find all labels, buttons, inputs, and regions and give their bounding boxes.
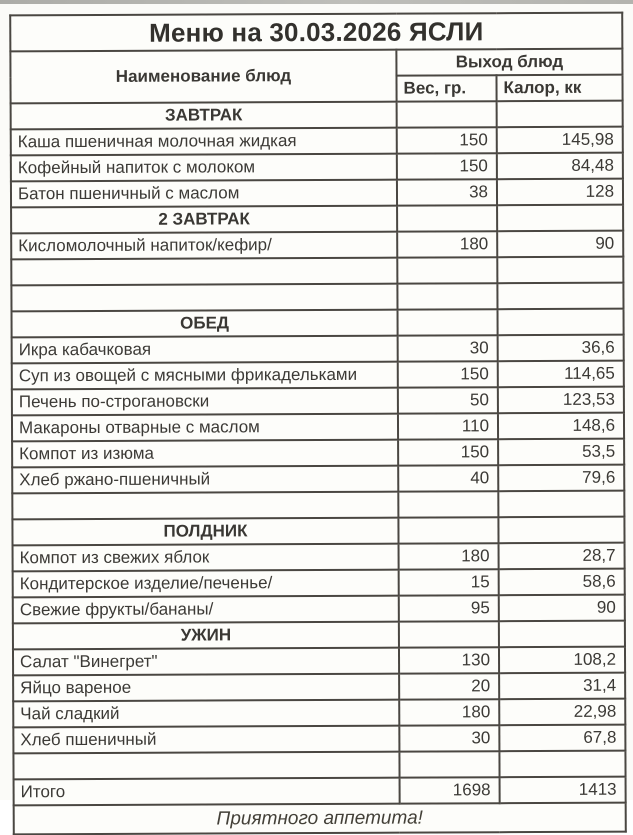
dish-row	[11, 153, 623, 182]
weight-cell: 180	[399, 699, 499, 725]
calories-cell	[497, 101, 623, 128]
calories-cell	[498, 491, 624, 518]
calories-column-header: Калор, кк	[496, 75, 622, 102]
dish-row	[12, 439, 624, 468]
dish-name-cell: Кофейный напиток с молоком	[11, 154, 397, 182]
calories-cell: 79,6	[498, 465, 624, 492]
weight-cell: 180	[399, 543, 499, 569]
weight-cell: 15	[399, 569, 499, 595]
dish-name-cell: Макароны отварные с маслом	[12, 414, 398, 442]
calories-cell: 22,98	[499, 699, 625, 726]
header-row-top	[10, 49, 622, 78]
weight-cell: 95	[399, 595, 499, 621]
calories-cell	[498, 309, 624, 336]
dish-row	[13, 595, 625, 624]
weight-cell: 150	[398, 439, 498, 465]
weight-cell: 50	[398, 387, 498, 413]
calories-cell	[497, 283, 623, 310]
menu-table	[9, 12, 627, 835]
dish-name-cell	[11, 258, 397, 286]
calories-cell	[499, 621, 625, 648]
dish-name-cell: Икра кабачковая	[12, 336, 398, 364]
output-column-header: Выход блюд	[396, 49, 622, 76]
dish-name-cell: Печень по-строгановски	[12, 388, 398, 416]
dish-row	[11, 179, 623, 208]
weight-cell: 30	[399, 725, 499, 751]
weight-cell: 130	[399, 647, 499, 673]
menu-table-wrapper	[9, 12, 625, 835]
empty-row	[13, 751, 625, 780]
calories-cell: 123,53	[498, 387, 624, 414]
weight-column-header: Вес, гр.	[396, 75, 496, 101]
empty-row	[11, 257, 623, 286]
weight-cell: 150	[398, 361, 498, 387]
calories-cell: 108,2	[499, 647, 625, 674]
dish-name-cell: Каша пшеничная молочная жидкая	[11, 128, 397, 156]
weight-cell	[398, 517, 498, 543]
section-row	[11, 205, 623, 234]
dish-name-cell	[13, 752, 399, 780]
weight-cell: 180	[397, 231, 497, 257]
calories-cell: 145,98	[497, 127, 623, 154]
weight-cell: 38	[397, 179, 497, 205]
dish-name-cell: Компот из свежих яблок	[13, 544, 399, 572]
calories-cell: 84,48	[497, 153, 623, 180]
dish-name-cell: Хлеб ржано-пшеничный	[12, 466, 398, 494]
section-name-cell: ЗАВТРАК	[11, 102, 397, 130]
dish-row	[13, 543, 625, 572]
calories-cell	[497, 257, 623, 284]
total-row	[14, 777, 626, 806]
menu-title: Меню на 30.03.2026 ЯСЛИ	[10, 13, 622, 52]
weight-cell: 1698	[400, 777, 500, 803]
section-row	[12, 517, 624, 546]
section-row	[13, 621, 625, 650]
dish-row	[13, 673, 625, 702]
calories-cell: 128	[497, 179, 623, 206]
dish-row	[13, 647, 625, 676]
weight-cell	[399, 751, 499, 777]
section-name-cell: ПОЛДНИК	[12, 518, 398, 546]
section-row	[12, 309, 624, 338]
weight-cell	[399, 621, 499, 647]
scan-artifact-band	[0, 0, 633, 4]
section-row	[11, 101, 623, 130]
title-row	[10, 13, 622, 52]
dish-row	[11, 231, 623, 260]
footer-note: Приятного аппетита!	[14, 803, 626, 835]
empty-row	[11, 283, 623, 312]
section-name-cell: ОБЕД	[12, 310, 398, 338]
weight-cell	[397, 101, 497, 127]
weight-cell: 40	[398, 465, 498, 491]
dish-row	[12, 465, 624, 494]
dish-name-cell: Кондитерское изделие/печенье/	[13, 570, 399, 598]
calories-cell	[499, 751, 625, 778]
dish-name-cell: Свежие фрукты/бананы/	[13, 596, 399, 624]
calories-cell: 58,6	[499, 569, 625, 596]
weight-cell: 150	[397, 153, 497, 179]
footer-row	[14, 803, 626, 835]
dish-name-cell: Яйцо вареное	[13, 674, 399, 702]
dish-row	[13, 569, 625, 598]
calories-cell	[498, 517, 624, 544]
weight-cell	[397, 205, 497, 231]
dish-name-cell	[11, 284, 397, 312]
dish-name-cell: Хлеб пшеничный	[13, 726, 399, 754]
dish-name-cell: Чай сладкий	[13, 700, 399, 728]
calories-cell: 67,8	[499, 725, 625, 752]
weight-cell: 30	[398, 335, 498, 361]
dish-name-cell: Батон пшеничный с маслом	[11, 180, 397, 208]
dish-row	[13, 699, 625, 728]
calories-cell	[497, 205, 623, 232]
section-name-cell: 2 ЗАВТРАК	[11, 206, 397, 234]
weight-cell: 150	[397, 127, 497, 153]
dish-name-cell: Кисломолочный напиток/кефир/	[11, 232, 397, 260]
dish-row	[12, 335, 624, 364]
calories-cell: 148,6	[498, 413, 624, 440]
weight-cell	[398, 309, 498, 335]
calories-cell: 31,4	[499, 673, 625, 700]
dish-row	[12, 413, 624, 442]
dish-name-cell: Итого	[14, 778, 400, 806]
calories-cell: 90	[497, 231, 623, 258]
dish-name-cell	[12, 492, 398, 520]
calories-cell: 114,65	[498, 361, 624, 388]
weight-cell: 110	[398, 413, 498, 439]
dish-name-cell: Салат "Винегрет"	[13, 648, 399, 676]
weight-cell	[397, 283, 497, 309]
weight-cell	[397, 257, 497, 283]
dish-name-cell: Суп из овощей с мясными фрикадельками	[12, 362, 398, 390]
calories-cell: 53,5	[498, 439, 624, 466]
dish-row	[12, 361, 624, 390]
calories-cell: 90	[499, 595, 625, 622]
empty-row	[12, 491, 624, 520]
calories-cell: 36,6	[498, 335, 624, 362]
calories-cell: 1413	[500, 777, 626, 804]
dish-row	[12, 387, 624, 416]
dish-column-header: Наименование блюд	[10, 50, 396, 104]
section-name-cell: УЖИН	[13, 622, 399, 650]
dish-row	[11, 127, 623, 156]
calories-cell: 28,7	[499, 543, 625, 570]
weight-cell	[398, 491, 498, 517]
dish-row	[13, 725, 625, 754]
dish-name-cell: Компот из изюма	[12, 440, 398, 468]
weight-cell: 20	[399, 673, 499, 699]
